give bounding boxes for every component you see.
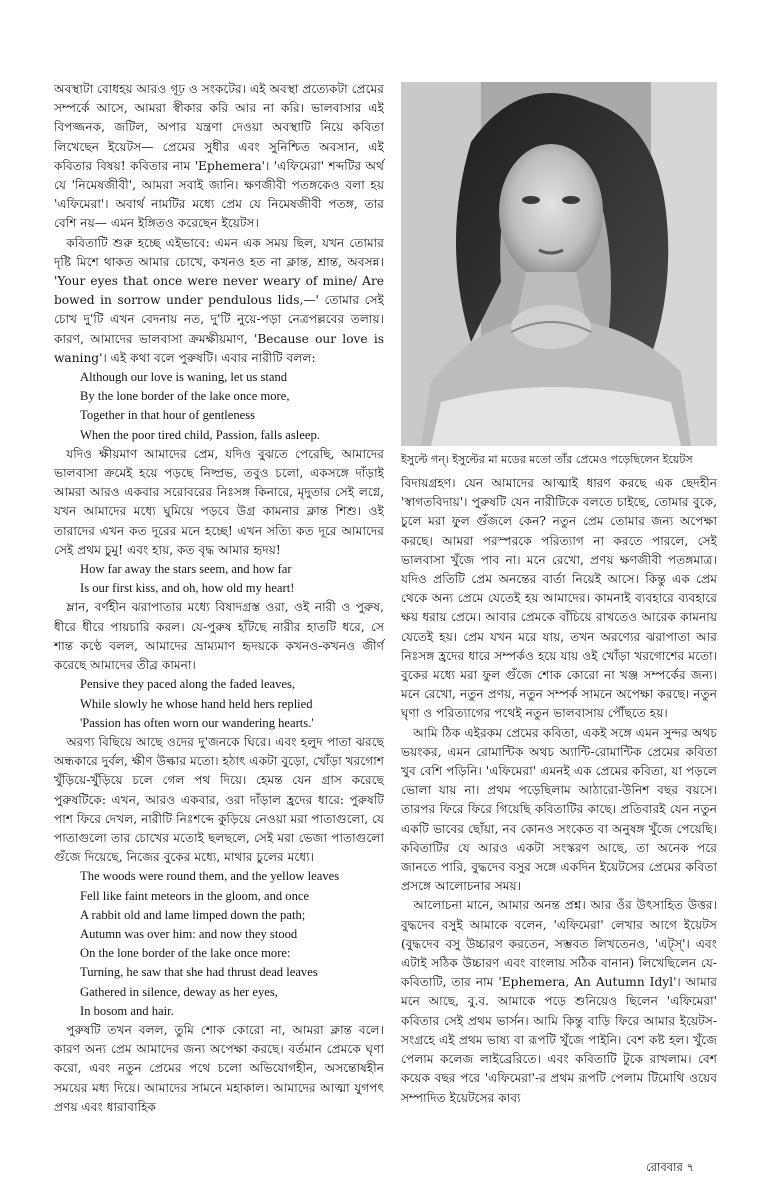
paragraph: কবিতাটি শুরু হচ্ছে এইভাবে: এমন এক সময় ছিল, যখন তোমার দৃষ্টি মিশে থাকত আমার চোখে, কখনও হত না ক্লান্ত, শ্রান্ত, অবসন্ন। 'Your eyes that once were never weary of mine/ Are bowed in sorrow under pendulous lids,—' তোমার সেই চোখ দু'টি এখন বেদনায় নত, দু'টি নুয়ে-পড়া নেত্রপল্লবের তলায়। কারণ, আমাদের ভালবাসা ক্রমক্ষীয়মাণ, 'Because our love is waning'। এই কথা বলে পুরুষটি। এবার নারীটি বলল:: [54, 235, 384, 365]
verse-line: The woods were round them, and the yellow leaves: [80, 869, 340, 884]
paragraph: আমি ঠিক এইরকম প্রেমের কবিতা, একই সঙ্গে এমন সুন্দর অথচ ভয়ংকর, এমন রোমান্টিক অথচ অ্যান্টি-রোমান্টিক প্রেমের কবিতা খুব বেশি পড়িনি। 'এফিমেরা' এমনই এক প্রেমের কবিতা, যা পড়লে ভোলা যায় না। প্রথম পড়েছিলাম আঠারো-উনিশ বছর বয়সে। তারপর ফিরে ফিরে গিয়েছি কবিতাটির কাছে। প্রতিবারই যেন নতুন একটি ভাবের ছোঁয়া, নব কোনও সংকেত বা অনুষঙ্গ খুঁজে পেয়েছি। কবিতাটির যে আরও একটা সংস্করণ আছে, তা অনেক পরে জানতে পারি, বুদ্ধদেব বসুর সঙ্গে একদিন ইয়েটসের প্রেমের কবিতা প্রসঙ্গে আলোচনার সময়।: [401, 725, 717, 894]
portrait-illustration: [401, 82, 717, 446]
verse-line: In bosom and hair.: [80, 1003, 174, 1018]
verse-line: Although our love is waning, let us stand: [80, 370, 288, 385]
paragraph: বিদায়গ্রহণ। যেন আমাদের আত্মাই ধারণ করছে এক ছেদহীন 'স্বাগতবিদায়'। পুরুষটি যেন নারীটিকে বলতে চাইছে, তোমার বুকে, চুলে মরা ফুল গুঁজলে কেন? নতুন প্রেম তোমার জন্য অপেক্ষা করছে। আমরা পরস্পরকে পরিত্যাগ না করতে পারলে, সেই ভালবাসা খুঁজে পাব না। মনে রেখো, প্রণয় ক্ষণজীবী পতঙ্গমাত্র। যদিও প্রতিটি প্রেম অনন্তের বার্তা নিয়েই আসে। কিন্তু এক প্রেম থেকে অন্য প্রেমে যেতেই হয় আমাদের। কামনাই ব্যবহারে ব্যবহারে ক্ষয় ধরায় প্রেমে। আবার প্রেমকে বাঁচিয়ে রাখতেও আরেক কামনায় যেতেই হয়। প্রেম যখন মরে যায়, তখন অরণ্যের ঝরাপাতা আর নিঃসঙ্গ হ্রদের ধারে সম্পর্কও হয়ে যায় ওই খোঁড়া খরগোশের মতো। বুকের মধ্যে মরা ফুল গুঁজে শোক কোরো না খঞ্জ সম্পর্কের জন্য। মনে রেখো, নতুন প্রণয়, নতুন সম্পর্ক সামনে অপেক্ষা করছে। নতুন ঘৃণা ও পরিত্যাগের পথেই নতুন ভালবাসায় পৌঁছতে হয়।: [401, 476, 717, 721]
verse-line: Gathered in silence, deway as her eyes,: [80, 984, 278, 999]
verse-line: Autumn was over him: and now they stood: [80, 926, 298, 941]
verse-line: Pensive they paced along the faded leaves,: [80, 677, 296, 692]
paragraph: অবস্থাটা বোধহয় আরও গূঢ় ও সংকটের। এই অবস্থা প্রত্যেকটা প্রেমের সম্পর্কে আসে, আমরা স্বীকার করি আর না করি। ভালবাসার এই বিপজ্জনক, জটিল, অপার যন্ত্রণা দেওয়া অবস্থাটি নিয়ে কবিতা লিখেছেন ইয়েটস— প্রেমের সুধীর এবং সুনিশ্চিত অবসান, এই কবিতার বিষয়! কবিতার নাম 'Ephemera'। 'এফিমেরা' শব্দটির অর্থ যে 'নিমেষজীবী', আমরা সবাই জানি। ক্ষণজীবী পতঙ্গকেও বলা হয় 'এফিমেরা'। অবার্থ নামটির মধ্যে প্রেম যে নিমেষজীবী পতঙ্গ, তার বেশি নয়— এমন ইঙ্গিতও করেছেন ইয়েটস।: [54, 82, 384, 231]
portrait-photo: [401, 82, 717, 446]
verse-line: While slowly he whose hand held hers replied: [80, 696, 313, 711]
verse-line: Fell like faint meteors in the gloom, and once: [80, 888, 310, 903]
verse-line: On the lone border of the lake once more:: [80, 946, 291, 961]
verse-stanza-4: [54, 867, 384, 1021]
paragraph: আলোচনা মানে, আমার অনন্ত প্রশ্ন। আর ওঁর উৎসাহিত উত্তর। বুদ্ধদেব বসুই আমাকে বলেন, 'এফিমেরা' লেখার আগে ইয়েটস (বুদ্ধদেব বসু উচ্চারণ করতেন, সম্ভবত লিখতেনও, 'এট্‌স্'। এবং এটাই সঠিক উচ্চারণ এবং বাংলায় সঠিক বানান) লিখেছিলেন যে-কবিতাটি, তার নাম 'Ephemera, An Autumn Idyl'। আমার মনে আছে, বু.ব. আমাকে পড়ে শুনিয়েও ছিলেন 'এফিমেরা' কবিতার সেই প্রথম ভার্সন। আমি কিন্তু বাড়ি ফিরে আমার ইয়েটস-সংগ্রহে এই প্রথম ভাষ্য বা রূপটি খুঁজে পাইনি। বেশ কষ্ট হল। খুঁজে পেলাম কলেজ লাইব্রেরিতে। এবং কবিতাটি টুকে রাখলাম। বেশ কয়েক বছর পরে 'এফিমেরা'-র প্রথম রূপটি পেলাম টিমোথি ওয়েব সম্পাদিত ইয়েটসের কাব্য: [401, 898, 717, 1105]
verse-line: How far away the stars seem, and how far: [80, 562, 292, 577]
verse-line: 'Passion has often worn our wandering hearts.': [80, 715, 314, 730]
verse-line: A rabbit old and lame limped down the path;: [80, 907, 306, 922]
right-column: [401, 474, 717, 1108]
verse-line: Turning, he saw that she had thrust dead leaves: [80, 965, 318, 980]
page-folio: রোববার ৭: [646, 1160, 694, 1174]
verse-line: Is our first kiss, and oh, how old my heart!: [80, 581, 295, 596]
verse-stanza-1: [54, 368, 384, 445]
verse-stanza-2: [54, 560, 384, 598]
paragraph: যদিও ক্ষীয়মাণ আমাদের প্রেম, যদিও বুঝতে পেরেছি, আমাদের ভালবাসা ক্রমেই হয়ে পড়ছে নিষ্প্রভ, তবুও চলো, একসঙ্গে দাঁড়াই আমরা আরও একবার সরোবরের নিঃসঙ্গ কিনারে, মৃদুতার সেই লগ্নে, যখন আমাদের মধ্যে ঘুমিয়ে পড়বে উগ্র কামনার ক্লান্ত শিশু। ওই তারাদের এখন কত দূরের মনে হচ্ছে! এখন সত্যি কত দূরে আমাদের সেই প্রথম চুমু! এবং হায়, কত বৃদ্ধ আমার হৃদয়!: [54, 446, 384, 557]
paragraph: পুরুষটি তখন বলল, তুমি শোক কোরো না, আমরা ক্লান্ত বলে। কারণ অন্য প্রেম আমাদের জন্য অপেক্ষা করছে। বর্তমান প্রেমকে ঘৃণা করো, এবং নতুন প্রেমের পথে চলো অভিযোগহীন, অসন্তোষহীন সময়ের মধ্য দিয়ে। আমাদের সামনে মহাকাল। আমাদের আত্মা যুগপৎ প্রণয় এবং ধারাবাহিক: [54, 1022, 384, 1114]
left-column: [54, 80, 384, 1117]
paragraph: অরণ্য বিছিয়ে আছে ওদের দু'জনকে ঘিরে। এবং হলুদ পাতা ঝরছে অন্ধকারে দুর্বল, ক্ষীণ উল্কার মতো। হঠাৎ একটা বুড়ো, খোঁড়া খরগোশ খুঁড়িয়ে-খুঁড়িয়ে চলে গেল পথ দিয়ে। হেমন্ত যেন গ্রাস করেছে পুরুষটিকে: এখন, আরও একবার, ওরা দাঁড়াল হ্রদের ধারে: পুরুষটি পাশ ফিরে দেখল, নারীটি নিঃশব্দে কুড়িয়ে নেওয়া মরা পাতাগুলো, যে পাতাগুলো তার চোখের মতোই ছলছলে, সেই মরা ভেজা পাতাগুলো গুঁজে দিয়েছে, নিজের বুকের মধ্যে, মাথার চুলের মধ্যে।: [54, 734, 384, 865]
verse-line: By the lone border of the lake once more,: [80, 389, 290, 404]
photo-caption: ইসুল্টে গন্। ইসুল্টের মা মডের মতো তাঁর প্রেমেও পড়েছিলেন ইয়েটস: [401, 453, 693, 466]
verse-stanza-3: [54, 675, 384, 733]
verse-line: When the poor tired child, Passion, falls asleep.: [80, 427, 320, 442]
verse-line: Together in that hour of gentleness: [80, 408, 256, 423]
paragraph: ম্লান, বর্ণহীন ঝরাপাতার মধ্যে বিষাদগ্রস্ত ওরা, ওই নারী ও পুরুষ, ধীরে ধীরে পায়চারি করল। যে-পুরুষ হাঁটছে নারীর হাতটি ধরে, সে শান্ত কণ্ঠে বলল, আমাদের ভ্রাম্যমাণ হৃদয়কে কখনও-কখনও জীর্ণ করেছে আমাদের তীব্র কামনা।: [54, 600, 384, 673]
